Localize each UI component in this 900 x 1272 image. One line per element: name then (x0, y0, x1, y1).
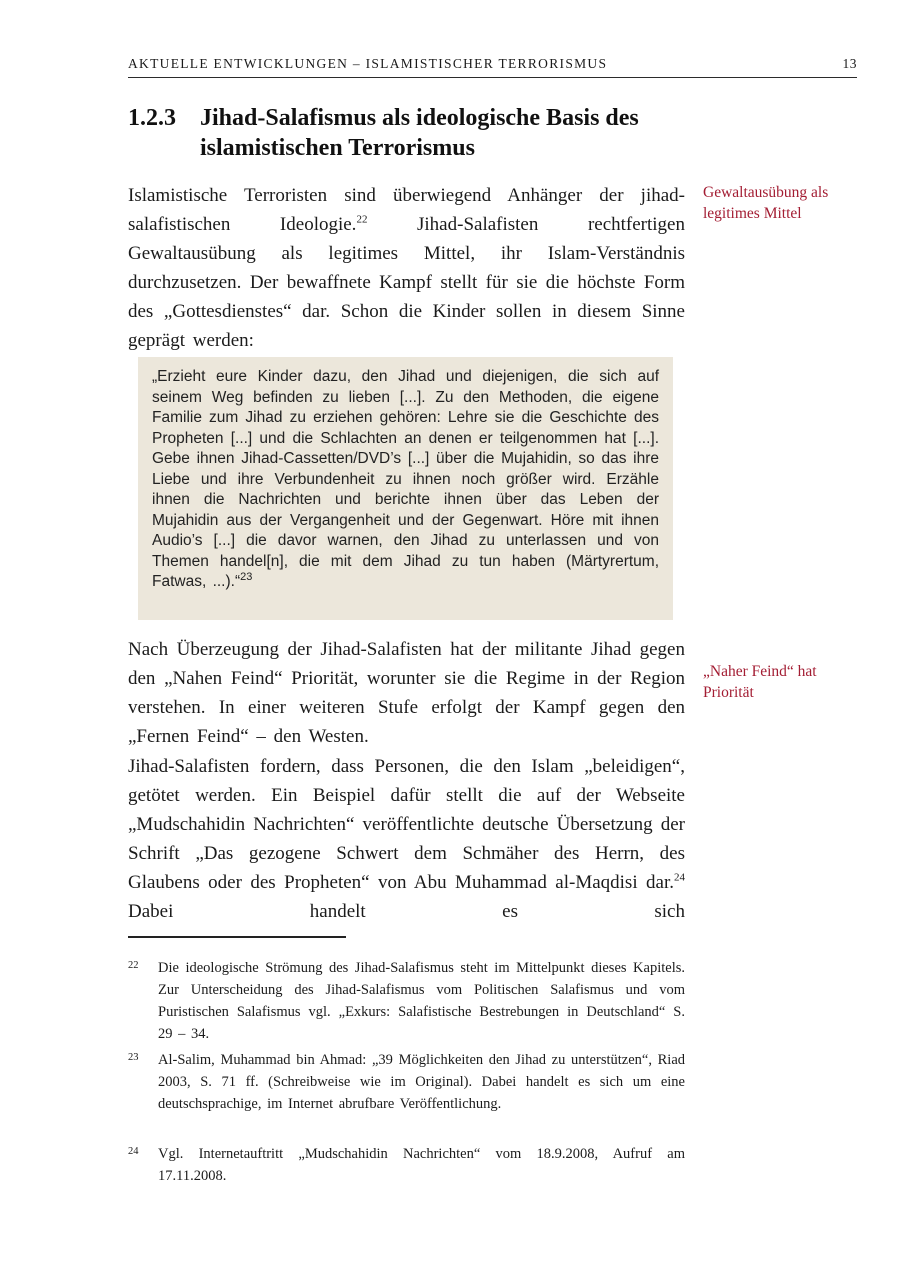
footnote-22 (128, 957, 685, 1045)
block-quote: „Erzieht eure Kinder dazu, den Jihad und diejenigen, die sich auf seinem Weg befinden zu lieben [...]. Zu den Methoden, die eigene Familie zum Jihad zu erziehen gehören: Lehre sie die Geschichte des Propheten [...] und die Schlachten an denen er teilgenommen hat [...]. Gebe ihnen Jihad-Cassetten/DVD’s [...] über die Mujahidin, so das ihre Liebe und ihre Verbundenheit zu ihnen noch größer wird. Erzähle ihnen die Nachrichten und berichte ihnen über das Leben der Mujahidin aus der Vergangenheit und der Gegenwart. Höre mit ihnen Audio’s [...] die davor warnen, den Jihad zu unterlassen und von Themen handel[n], die mit dem Jihad zu tun haben (Märtyrertum, Fatwas, ...).“$^{23}$ (138, 357, 673, 620)
section-title: Jihad-Salafismus als ideologische Basis des islamistischen Terrorismus (200, 105, 639, 161)
paragraph-1: Islamistische Terroristen sind überwiegend Anhänger der jihad-salafistischen Ideologie.$^{22}$ Jihad-Salafisten rechtfertigen Gewaltausübung als legitimes Mittel, ihr Islam-Verständnis durchzusetzen. Der bewaffnete Kampf stellt für sie die höchste Form des „Gottesdienstes“ dar. Schon die Kinder sollen in diesem Sinne geprägt werden: (128, 185, 685, 351)
paragraph-3: Jihad-Salafisten fordern, dass Personen, die den Islam „beleidigen“, getötet werden. Ein Beispiel dafür stellt die auf der Webseite „Mudschahidin Nachrichten“ veröffentlichte deutsche Übersetzung der Schrift „Das gezogene Schwert dem Schmäher des Herrn, des Glaubens oder des Propheten“ von Abu Muhammad al-Maqdisi dar.$^{24}$ Dabei handelt es sich (128, 756, 685, 922)
footnote-24-text: Vgl. Internetauftritt „Mudschahidin Nachrichten“ vom 18.9.2008, Aufruf am 17.11.2008. (158, 1146, 685, 1184)
footnote-24 (128, 1143, 685, 1187)
paragraph-2: Nach Überzeugung der Jihad-Salafisten hat der militante Jihad gegen den „Nahen Feind“ Priorität, worunter sie die Regime in der Region verstehen. In einer weiteren Stufe erfolgt der Kampf gegen den „Fernen Feind“ – den Westen. (128, 639, 685, 747)
page-number: 13 (842, 56, 857, 71)
section-heading (128, 103, 700, 163)
footnote-23-text: Al-Salim, Muhammad bin Ahmad: „39 Möglichkeiten den Jihad zu unterstützen“, Riad 2003, S. 71 ff. (Schreibweise wie im Original). Dabei handelt es sich um eine deutschsprachige, im Internet abrufbare Veröffentlichung. (158, 1052, 685, 1112)
footnote-22-number: 22 (128, 960, 139, 971)
margin-note-violence: Gewaltausübung als legitimes Mittel (703, 184, 829, 222)
footnote-24-number: 24 (128, 1146, 139, 1157)
footnote-23 (128, 1049, 685, 1115)
footnote-23-number: 23 (128, 1052, 139, 1063)
running-header (128, 56, 857, 78)
footnote-22-text: Die ideologische Strömung des Jihad-Salafismus steht im Mittelpunkt dieses Kapitels. Zur Unterscheidung des Jihad-Salafismus vom Politischen Salafismus und vom Puristischen Salafismus vgl. „Exkurs: Salafistische Bestrebungen in Deutschland“ S. 29 – 34. (158, 960, 685, 1042)
running-header-title: AKTUELLE ENTWICKLUNGEN – ISLAMISTISCHER TERRORISMUS (128, 56, 608, 71)
section-number: 1.2.3 (128, 105, 176, 131)
footnote-separator (128, 936, 346, 938)
margin-note-near-enemy: „Naher Feind“ hat Priorität (703, 663, 817, 701)
